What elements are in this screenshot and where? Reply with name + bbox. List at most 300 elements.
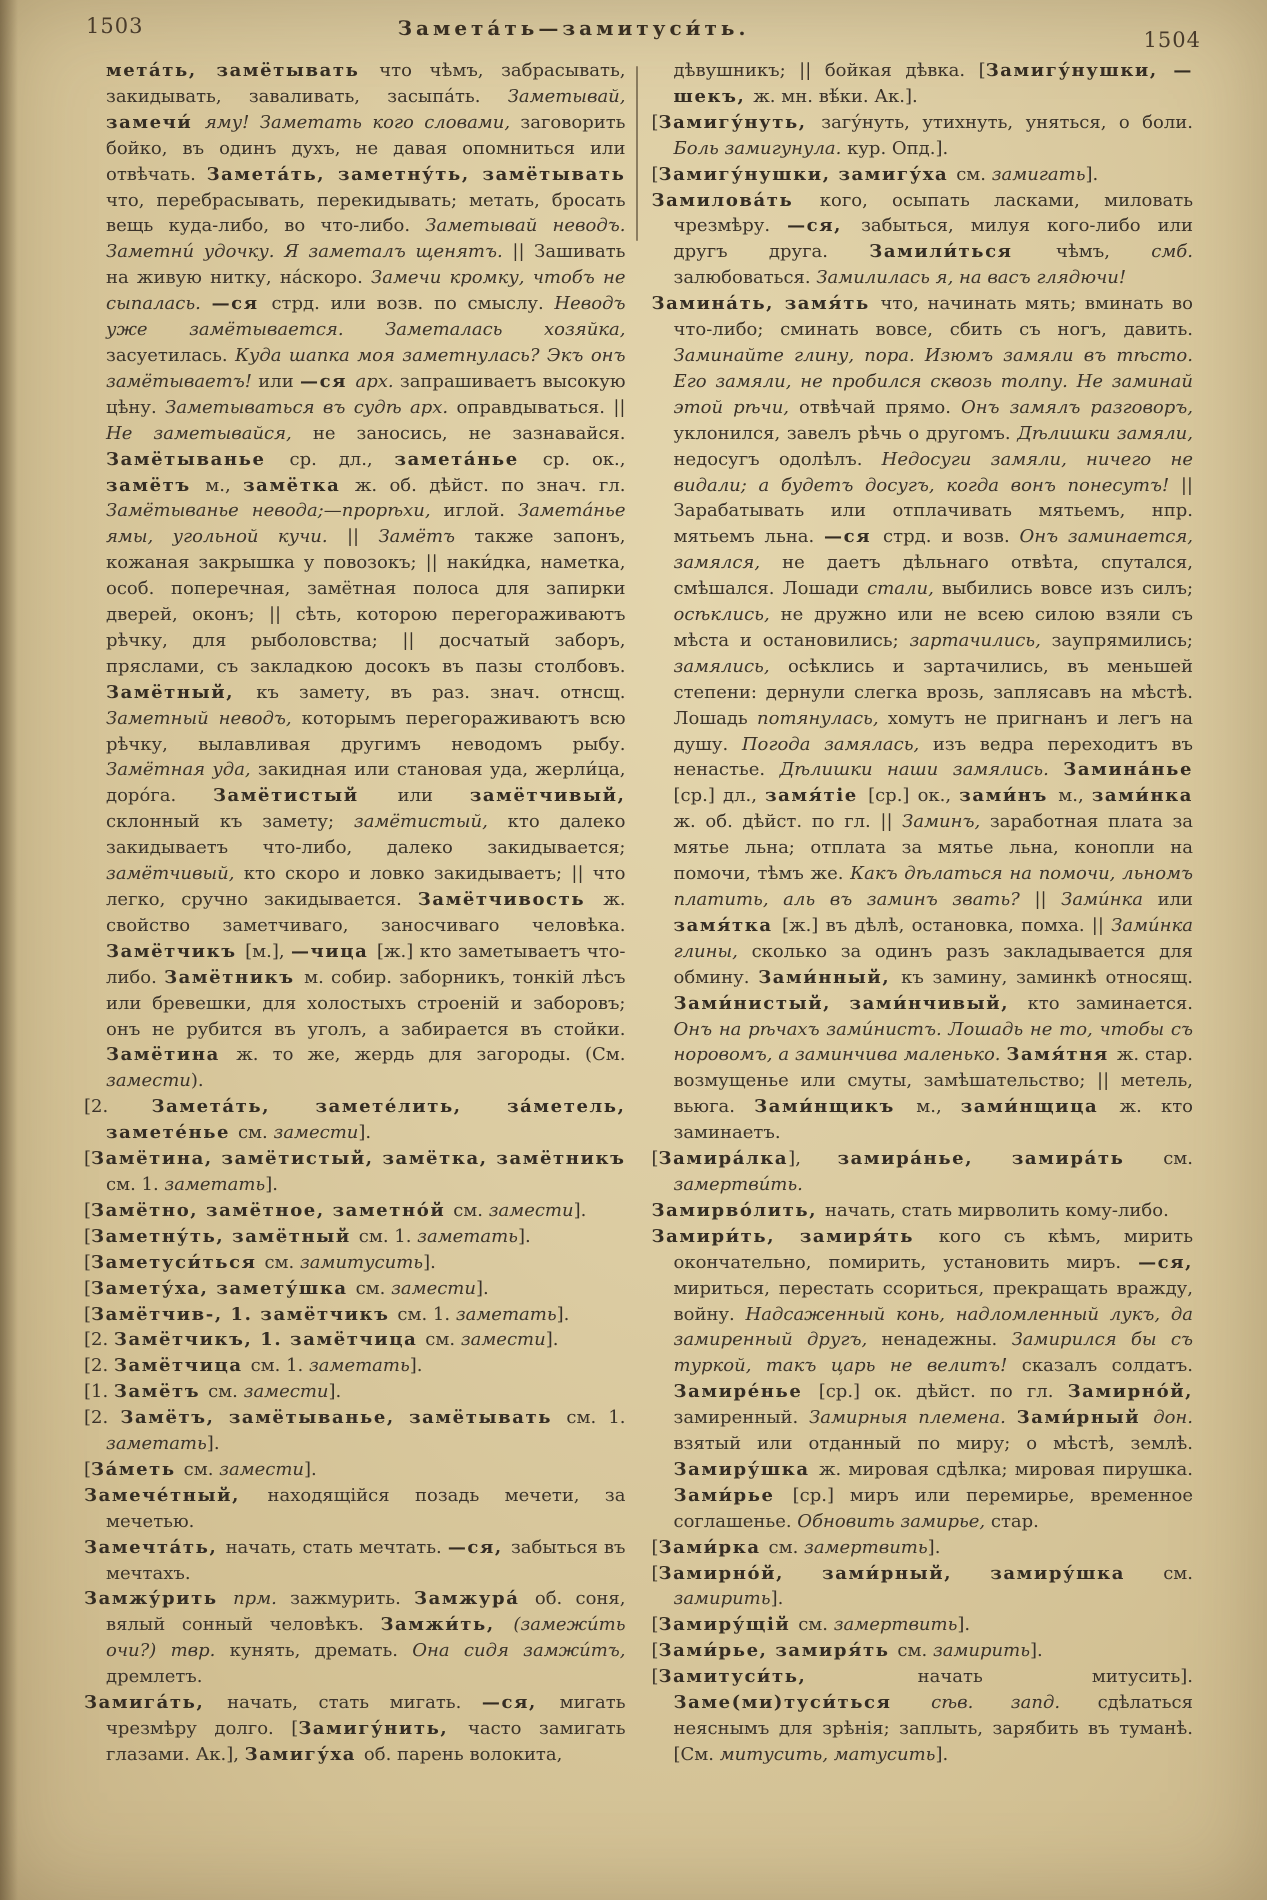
definition-text: часто замигать глазами. Ак.], [106, 1718, 626, 1765]
headword-text: Замире́нье [673, 1381, 819, 1403]
definition-text: сколько за одинъ разъ закладывается для обмину. [673, 940, 1193, 988]
definition-text: загу́нуть, утихнуть, уняться, о боли. [821, 111, 1193, 133]
definition-text: сказалъ солдатъ. [1021, 1355, 1193, 1377]
definition-text: уклонился, завелъ рѣчь о другомъ. [673, 422, 1018, 444]
definition-text: ]. [475, 1277, 489, 1299]
example-text: замести [219, 1458, 305, 1480]
definition-text: [ж.] кто заметываетъ что-либо. [106, 940, 626, 988]
example-text: Заметный неводъ, [106, 707, 302, 729]
definition-text: ]. [573, 1199, 587, 1221]
example-text: Зами́нка глины, [673, 914, 1193, 962]
dictionary-paragraph [652, 291, 1194, 1146]
definition-text: ]. [1085, 163, 1099, 185]
text-columns [84, 58, 1193, 1888]
dictionary-paragraph [84, 1276, 626, 1302]
example-text: заметать [308, 1355, 410, 1377]
definition-text: ]. [927, 1536, 941, 1558]
headword-text: Замирно́й, зами́рный, замиру́шка [658, 1562, 1164, 1584]
example-text: замётистый, [353, 811, 508, 833]
example-text: замитусить [299, 1251, 424, 1273]
example-text: Заминъ, [902, 811, 990, 833]
definition-text: м., [1058, 785, 1092, 807]
headword-text: замётка [243, 474, 355, 496]
definition-text: заработная плата за мятье льна; отплата за мятье льна, конопли на помочи, тѣмъ же. [673, 811, 1193, 885]
example-text: дон. [1153, 1407, 1193, 1429]
definition-text: къ замину, заминкѣ относящ. [901, 966, 1193, 988]
example-text: Онъ на рѣчахъ зами́нистъ. Лошадь не то, чтобы съ норовомъ, а заминчива маленько. [673, 1018, 1193, 1066]
example-text: Заметываться въ судѣ арх. [165, 396, 457, 418]
headword-text: Замя́тня [1006, 1044, 1117, 1066]
definition-text: [2. [84, 1329, 114, 1351]
definition-text: [ [651, 1148, 659, 1170]
headword-text: замира́нье, замира́ть [837, 1148, 1164, 1170]
definition-text: см. [1163, 1148, 1193, 1170]
dictionary-paragraph [84, 1146, 626, 1198]
example-text: заметать [417, 1225, 518, 1247]
definition-text: что, начинать мять; вминать во что-либо; сминать вовсе, сбить съ ногъ, давить. [673, 293, 1193, 341]
definition-text: см. [355, 1277, 392, 1299]
definition-text: начать, стать мечтать. [225, 1536, 448, 1558]
headword-text: —ся [824, 526, 884, 548]
definition-text: ]. [1030, 1640, 1043, 1662]
headword-text: замя́тіе [765, 785, 869, 807]
dictionary-paragraph [84, 1094, 626, 1146]
example-text: яму! Заметать кого словами, [204, 111, 521, 133]
example-text: Дѣлишки замяли, [1017, 422, 1193, 444]
example-text: прм. [233, 1588, 291, 1610]
example-text: Куда шапка моя заметнулась? Экъ онъ замётываетъ! [106, 344, 626, 392]
definition-text: м. собир. заборникъ, тонкій лѣсъ или бревешки, для холостыхъ строеній и заборовъ; онъ не рубится въ уголъ, а забирается въ стойки. [106, 966, 626, 1040]
definition-text: см. [183, 1458, 220, 1480]
definition-text: или [258, 370, 300, 392]
headword-text: Замжу́рить [84, 1588, 234, 1610]
definition-text: [1. [84, 1381, 114, 1403]
example-text: потянулась, [757, 707, 888, 729]
dictionary-paragraph [84, 1457, 626, 1483]
headword-text: Замётно, замётное, заметно́й [91, 1199, 454, 1221]
headword-text: Замиру́щій [658, 1614, 799, 1636]
definition-text: выбились вовсе изъ силъ; [941, 578, 1193, 600]
definition-text: [2. [84, 1407, 121, 1429]
definition-text: сдѣлаться неяснымъ для зрѣнія; заплыть, зарябить въ туманѣ. [См. [673, 1692, 1193, 1765]
definition-text: || [1034, 889, 1062, 910]
example-text: замести [460, 1329, 546, 1351]
definition-text: стрд. и возв. [883, 526, 1020, 548]
headword-text: замечи́ [106, 111, 205, 133]
headword-text: замётчивый, [469, 785, 626, 807]
definition-text: что, перебрасывать, перекидывать; метать, бросать вещь куда-либо, во что-либо. [106, 189, 626, 237]
definition-text: см. [1163, 1562, 1193, 1584]
headword-text: замета́нье [394, 448, 543, 470]
definition-text: забыться въ мечтахъ. [106, 1536, 626, 1584]
definition-text: ж. об. дѣйст. по гл. || [673, 811, 903, 833]
definition-text: об. парень волокита, [363, 1743, 563, 1765]
definition-text: также запонъ, кожаная закрышка у повозокъ; || наки́дка, наметка, особ. поперечная, замётная полоса для запирки дверей, оконъ; || сѣть, которою перегораживаютъ рѣчку, для рыболовства; || досчатый заборъ, пряслами, съ закладкою досокъ въ пазы столбовъ. [106, 526, 626, 677]
definition-text: [2. [84, 1096, 152, 1118]
headword-text: Зами́рный [1016, 1407, 1154, 1429]
definition-text: ж. стар. возмущенье или смуты, замѣшательство; || метель, вьюга. [673, 1044, 1193, 1118]
definition-text: кур. Опд.]. [847, 137, 949, 159]
definition-text: дѣвушникъ; || бойкая дѣвка. [ [673, 60, 986, 81]
headword-text: Замжи́ть, [380, 1614, 514, 1636]
definition-text: стрд. или возв. по смыслу. [271, 293, 555, 315]
headword-text: Замечта́ть, [84, 1536, 226, 1558]
dictionary-paragraph [84, 1327, 626, 1353]
definition-text: стар. [990, 1510, 1039, 1532]
definition-text: кто далеко закидываетъ что-либо, далеко закидывается; [106, 811, 626, 859]
headword-text: Замётчив-, 1. замётчикъ [91, 1303, 398, 1325]
definition-text: кого съ кѣмъ, мирить окончательно, помирить, установить миръ. [673, 1225, 1193, 1273]
definition-text: см. [768, 1536, 805, 1558]
headword-text: —ся [211, 293, 272, 315]
definition-text: об. соня, вялый сонный человѣкъ. [106, 1588, 626, 1636]
example-text: Она сидя замжи́тъ, [412, 1640, 626, 1662]
definition-text: ]. [409, 1355, 423, 1377]
definition-text: [ср.] миръ или перемирье, временное соглашенье. [673, 1484, 1193, 1532]
example-text: замести [488, 1199, 574, 1221]
headword-text: Замётъ, замётыванье, замётывать [120, 1407, 567, 1429]
dictionary-paragraph [84, 1586, 626, 1690]
dictionary-paragraph [652, 1224, 1194, 1535]
headword-text: —ся, [481, 1692, 560, 1714]
headword-text: Замига́ть, [84, 1692, 228, 1714]
headword-text: Замече́тный, [84, 1484, 268, 1506]
definition-text: дремлетъ. [106, 1666, 203, 1688]
page-number-left: 1503 [86, 14, 144, 38]
definition-text: [ [651, 1536, 659, 1558]
headword-text: Замирво́лить, [651, 1199, 825, 1221]
headword-text: Зами́рье [673, 1484, 793, 1506]
headword-text: замя́тка [673, 914, 782, 936]
definition-text: [ср.] ок., [868, 785, 960, 807]
example-text: Дѣлишки наши замялись. [779, 759, 1064, 781]
definition-text: [ср.] ок. дѣйст. по гл. [818, 1381, 1068, 1403]
example-text: замирить [673, 1588, 771, 1610]
definition-text: см. [237, 1122, 274, 1144]
definition-text: не заносись, не зазнавайся. [312, 422, 626, 444]
headword-text: Замири́ть, замиря́ть [651, 1225, 939, 1247]
definition-text: см. 1. [106, 1173, 165, 1195]
headword-text: Замётчица [113, 1355, 251, 1377]
running-title: Замета́ть—замитуси́ть. [397, 16, 750, 40]
definition-text: [ [651, 1562, 659, 1584]
dictionary-paragraph [652, 58, 1194, 110]
definition-text: [ [84, 1303, 92, 1325]
definition-text: ж. кто заминаетъ. [673, 1096, 1193, 1144]
headword-text: За́меть [91, 1458, 184, 1480]
dictionary-paragraph [652, 1612, 1194, 1638]
definition-text: или [397, 785, 470, 807]
definition-text: ненадежны. [881, 1329, 1012, 1351]
headword-text: Замётъ [113, 1381, 209, 1403]
definition-text: отвѣчай прямо. [799, 396, 961, 418]
definition-text: или [1157, 889, 1193, 910]
headword-text: Замиру́шка [673, 1458, 819, 1480]
definition-text: [ [84, 1225, 92, 1247]
headword-text: Замётина, замётистый, замётка, замётникъ [91, 1148, 626, 1170]
definition-text: см. 1. [566, 1407, 626, 1429]
headword-text: Замётыванье [106, 448, 290, 470]
definition-text: ]. [545, 1329, 559, 1351]
headword-text: Зами́нный, [758, 966, 902, 988]
definition-text: кто скоро и ловко закидываетъ; || что легко, сручно закидывается. [106, 863, 626, 910]
dictionary-paragraph [652, 110, 1194, 162]
example-text: Замётыванье невода;—прорѣхи, [106, 500, 444, 522]
example-text: сѣв. запд. [931, 1692, 1098, 1714]
definition-text: зажмурить. [290, 1588, 415, 1610]
headword-text: —ся, [787, 215, 862, 237]
dictionary-paragraph [652, 1535, 1194, 1561]
headword-text: Зами́рка [658, 1536, 769, 1558]
definition-text: кунять, дремать. [229, 1640, 413, 1662]
headword-text: Замили́ться [869, 241, 1057, 263]
column-right [652, 58, 1194, 1888]
example-text: Замечи кромку, чтобъ не сыпалась. [106, 267, 626, 315]
definition-text: ж. об. дѣйст. по знач. гл. [354, 474, 626, 496]
definition-text: || [346, 526, 379, 548]
definition-text: ж. свойство заметчиваго, заносчиваго человѣка. [106, 889, 626, 936]
headword-text: замётъ [106, 474, 206, 496]
definition-text: забыться, милуя кого-либо или другъ друга. [673, 215, 1193, 263]
example-text: замертвить [804, 1536, 928, 1558]
definition-text: изъ ведра переходитъ въ ненастье. [673, 733, 1193, 781]
definition-text: ]. [358, 1122, 372, 1144]
example-text: заметать [164, 1173, 266, 1195]
definition-text: взятый или отданный по миру; о мѣстѣ, землѣ. [673, 1433, 1193, 1455]
headword-text: Замётный, [106, 681, 257, 703]
definition-text: м., [205, 474, 244, 496]
example-text: Замирныя племена. [809, 1407, 1017, 1429]
definition-text: ]. [328, 1381, 342, 1403]
headword-text: —чица [290, 940, 377, 962]
headword-text: Замётчивость [417, 889, 604, 910]
definition-text: см. [453, 1199, 489, 1221]
headword-text: зами́нщица [960, 1096, 1120, 1118]
definition-text: ]. [265, 1173, 278, 1195]
dictionary-paragraph [84, 1250, 626, 1276]
dictionary-paragraph [84, 1198, 626, 1224]
dictionary-paragraph [652, 1638, 1194, 1664]
definition-text: ]. [957, 1614, 971, 1636]
headword-text: Зами́нистый, зами́нчивый, [673, 992, 1028, 1014]
headword-text: —ся, [1138, 1251, 1193, 1273]
dictionary-paragraph [652, 188, 1194, 292]
definition-text: [ [651, 1640, 659, 1662]
example-text: замести [106, 1070, 191, 1092]
example-text: смб. [1151, 241, 1193, 263]
dictionary-paragraph [652, 1664, 1194, 1768]
definition-text: заупрямились; [1051, 629, 1193, 651]
definition-text: ]. [423, 1251, 436, 1273]
headword-text: Замётистый [212, 785, 398, 807]
headword-text: Замётникъ [164, 966, 305, 988]
headword-text: Замётчикъ, 1. замётчица [113, 1329, 426, 1351]
definition-text: см. [425, 1329, 461, 1351]
example-text: заметать [455, 1303, 557, 1325]
headword-text: зами́нка [1091, 785, 1193, 807]
definition-text: см. [264, 1251, 300, 1273]
definition-text: [ [84, 1277, 92, 1299]
dictionary-paragraph [84, 1302, 626, 1328]
definition-text: ]. [770, 1588, 784, 1610]
example-text: замести [243, 1381, 329, 1403]
headword-text: —ся [299, 370, 356, 392]
example-text: Замилилась я, на васъ глядючи! [816, 267, 1127, 289]
example-text: замести [391, 1277, 476, 1299]
definition-text: начать митусить]. [917, 1666, 1193, 1688]
definition-text: запрашиваетъ высокую цѣну. [106, 370, 626, 418]
definition-text: къ замету, въ раз. знач. отнсщ. [256, 681, 626, 703]
definition-text: замиренный. [673, 1407, 810, 1429]
definition-text: что чѣмъ, забрасывать, закидывать, заваливать, засыпа́ть. [106, 60, 626, 107]
dictionary-paragraph [84, 1379, 626, 1405]
example-text: Онъ заминается, замялся, [673, 526, 1193, 574]
example-text: Не заметывайся, [106, 422, 313, 444]
dictionary-paragraph [652, 1198, 1194, 1224]
headword-text: Замжура́ [414, 1588, 535, 1610]
definition-text: см. [798, 1614, 834, 1636]
headword-text: мета́ть, замётывать [106, 60, 380, 81]
example-text: митусить, матусить [719, 1743, 936, 1765]
example-text: (замежи́ть очи?) твр. [106, 1614, 626, 1662]
headword-text: Замигу́ха [244, 1743, 364, 1765]
definition-text: кого, осыпать ласками, миловать чрезмѣру. [673, 189, 1193, 237]
headword-text: Зами́рье, замиря́ть [658, 1640, 898, 1662]
headword-text: Замина́ть, замя́ть [651, 293, 881, 315]
definition-text: [ [651, 1666, 659, 1688]
dictionary-paragraph [652, 1561, 1194, 1613]
definition-text: см. 1. [397, 1303, 456, 1325]
definition-text: см. [208, 1381, 244, 1403]
definition-text: м., [916, 1096, 961, 1118]
definition-text: засуетилась. [106, 344, 236, 366]
definition-text: заговорить бойко, въ одинъ духъ, не давая опомниться или отвѣчать. [106, 111, 626, 185]
example-text: арх. [355, 370, 400, 392]
headword-text: Заме(ми)туси́ться [673, 1692, 932, 1714]
definition-text: закидная или становая уда, жерли́ца, доро́га. [106, 759, 626, 807]
definition-text: см. [897, 1640, 933, 1662]
headword-text: Замилова́ть [651, 189, 820, 211]
example-text: заметать [106, 1433, 207, 1455]
page-number-right: 1504 [1143, 28, 1201, 52]
definition-text: ж. мировая сдѣлка; мировая пирушка. [818, 1458, 1193, 1480]
definition-text: не дружно или не всею силою взяли съ мѣста и остановились; [673, 604, 1193, 651]
dictionary-paragraph [652, 162, 1194, 188]
example-text: Заметывай неводъ. Заметни́ удочку. Я заметалъ щенятъ. [106, 215, 626, 263]
dictionary-paragraph [84, 1353, 626, 1379]
headword-text: Замина́нье [1063, 759, 1193, 781]
definition-text: ). [190, 1070, 204, 1092]
example-text: Недосуги замяли, ничего не видали; а будетъ досугъ, когда вонъ понесутъ! [673, 448, 1193, 496]
definition-text: [ [84, 1458, 92, 1480]
definition-text: осѣклись и зартачились, въ меньшей степени: дернули слегка врозь, заплясавъ на мѣстѣ. Лошадь [673, 655, 1193, 729]
headword-text: —ся, [447, 1536, 511, 1558]
example-text: Замётная уда, [106, 759, 258, 781]
definition-text: ж. то же, жердь для загороды. (См. [236, 1044, 626, 1066]
definition-text: хомутъ не пригнанъ и легъ на душу. [673, 707, 1193, 755]
definition-text: || Зашивать на живую нитку, на́скоро. [106, 241, 626, 289]
headword-text: Замира́лка [658, 1148, 789, 1170]
definition-text: недосугъ одолѣлъ. [673, 448, 882, 470]
example-text: зартачились, [909, 629, 1052, 651]
definition-text: см. 1. [358, 1225, 418, 1247]
definition-text: см. [956, 163, 992, 185]
column-left [84, 58, 626, 1888]
example-text: Онъ замялъ разговоръ, [960, 396, 1193, 418]
dictionary-paragraph [84, 1690, 626, 1768]
definition-text: начать, стать мигать. [227, 1692, 482, 1714]
definition-text: [ср.] дл., [673, 785, 766, 807]
definition-text: чѣмъ, [1056, 241, 1152, 263]
definition-text: ], [788, 1148, 838, 1170]
definition-text: кто заминается. [1027, 992, 1193, 1014]
headword-text: Замитуси́ть, [658, 1666, 918, 1688]
headword-text: Замётина [106, 1044, 237, 1066]
definition-text: начать, стать мирволить кому-либо. [824, 1199, 1169, 1221]
definition-text: ]. [556, 1303, 570, 1325]
definition-text: иглой. [443, 500, 518, 522]
dictionary-paragraph [84, 1483, 626, 1535]
definition-text: [ [651, 1614, 659, 1636]
definition-text: ]. [935, 1743, 949, 1765]
definition-text: склонный къ замету; [106, 811, 354, 833]
headword-text: Замирно́й, [1067, 1381, 1193, 1403]
headword-text: Замётчикъ [106, 940, 246, 962]
definition-text: залюбоваться. [673, 267, 817, 289]
example-text: Зами́нка [1061, 889, 1158, 910]
headword-text: Замета́ть, замете́лить, за́метель, замете́нье [106, 1096, 626, 1144]
headword-text: Замигу́нушки, замигу́ха [658, 163, 957, 185]
headword-text: Зами́нщикъ [754, 1096, 917, 1118]
definition-text: ]. [517, 1225, 531, 1247]
example-text: Какъ дѣлаться на помочи, льномъ платить, аль въ заминъ звать? [673, 863, 1193, 910]
definition-text: мириться, перестать ссориться, прекращать вражду, войну. [673, 1277, 1193, 1325]
definition-text: оправдываться. || [456, 396, 626, 418]
example-text: замирить [932, 1640, 1031, 1662]
definition-text: которымъ перегораживаютъ всю рѣчку, вылавливая другимъ неводомъ рыбу. [106, 707, 626, 755]
dictionary-paragraph [84, 58, 626, 1094]
definition-text: ср. ок., [542, 448, 626, 470]
headword-text: Заметну́ть, замётный [91, 1225, 359, 1247]
definition-text: мигать чрезмѣру долго. [ [106, 1692, 626, 1739]
example-text: осѣклись, [673, 604, 781, 626]
example-text: Обновить замирье, [797, 1510, 991, 1532]
definition-text: || Зарабатывать или отплачивать мятьемъ, нпр. мятьемъ льна. [673, 474, 1193, 548]
definition-text: [ [651, 163, 659, 185]
example-text: замертви́ть. [673, 1173, 803, 1195]
definition-text: ж. мн. вѣ́ки. Ак.]. [753, 85, 918, 107]
definition-text: [ [84, 1199, 92, 1221]
headword-text: Заметуси́ться [91, 1251, 265, 1273]
dictionary-paragraph [84, 1405, 626, 1457]
headword-text: Замигу́нушки, —шекъ, [673, 60, 1193, 107]
example-text: Неводъ уже замётывается. Заметалась хозяйка, [106, 293, 626, 341]
definition-text: [ж.] въ дѣлѣ, остановка, помха. || [782, 914, 1112, 936]
definition-text: [2. [84, 1355, 114, 1377]
headword-text: зами́нъ [959, 785, 1059, 807]
definition-text: ср. дл., [289, 448, 395, 470]
headword-text: Замигу́нуть, [658, 111, 822, 133]
dictionary-paragraph [84, 1535, 626, 1587]
example-text: Заминайте глину, пора. Изюмъ замяли въ тѣсто. Его замяли, не пробился сквозь толпу. Не заминай этой рѣчи, [673, 344, 1193, 418]
definition-text: не даетъ дѣльнаго отвѣта, спутался, смѣшался. Лошади [673, 552, 1193, 600]
headword-text: Замигу́нить, [298, 1718, 468, 1739]
example-text: Погода замялась, [741, 733, 933, 755]
example-text: замётчивый, [106, 863, 244, 885]
headword-text: Замету́ха, замету́шка [91, 1277, 356, 1299]
dictionary-paragraph [84, 1224, 626, 1250]
definition-text: [ [651, 111, 659, 133]
